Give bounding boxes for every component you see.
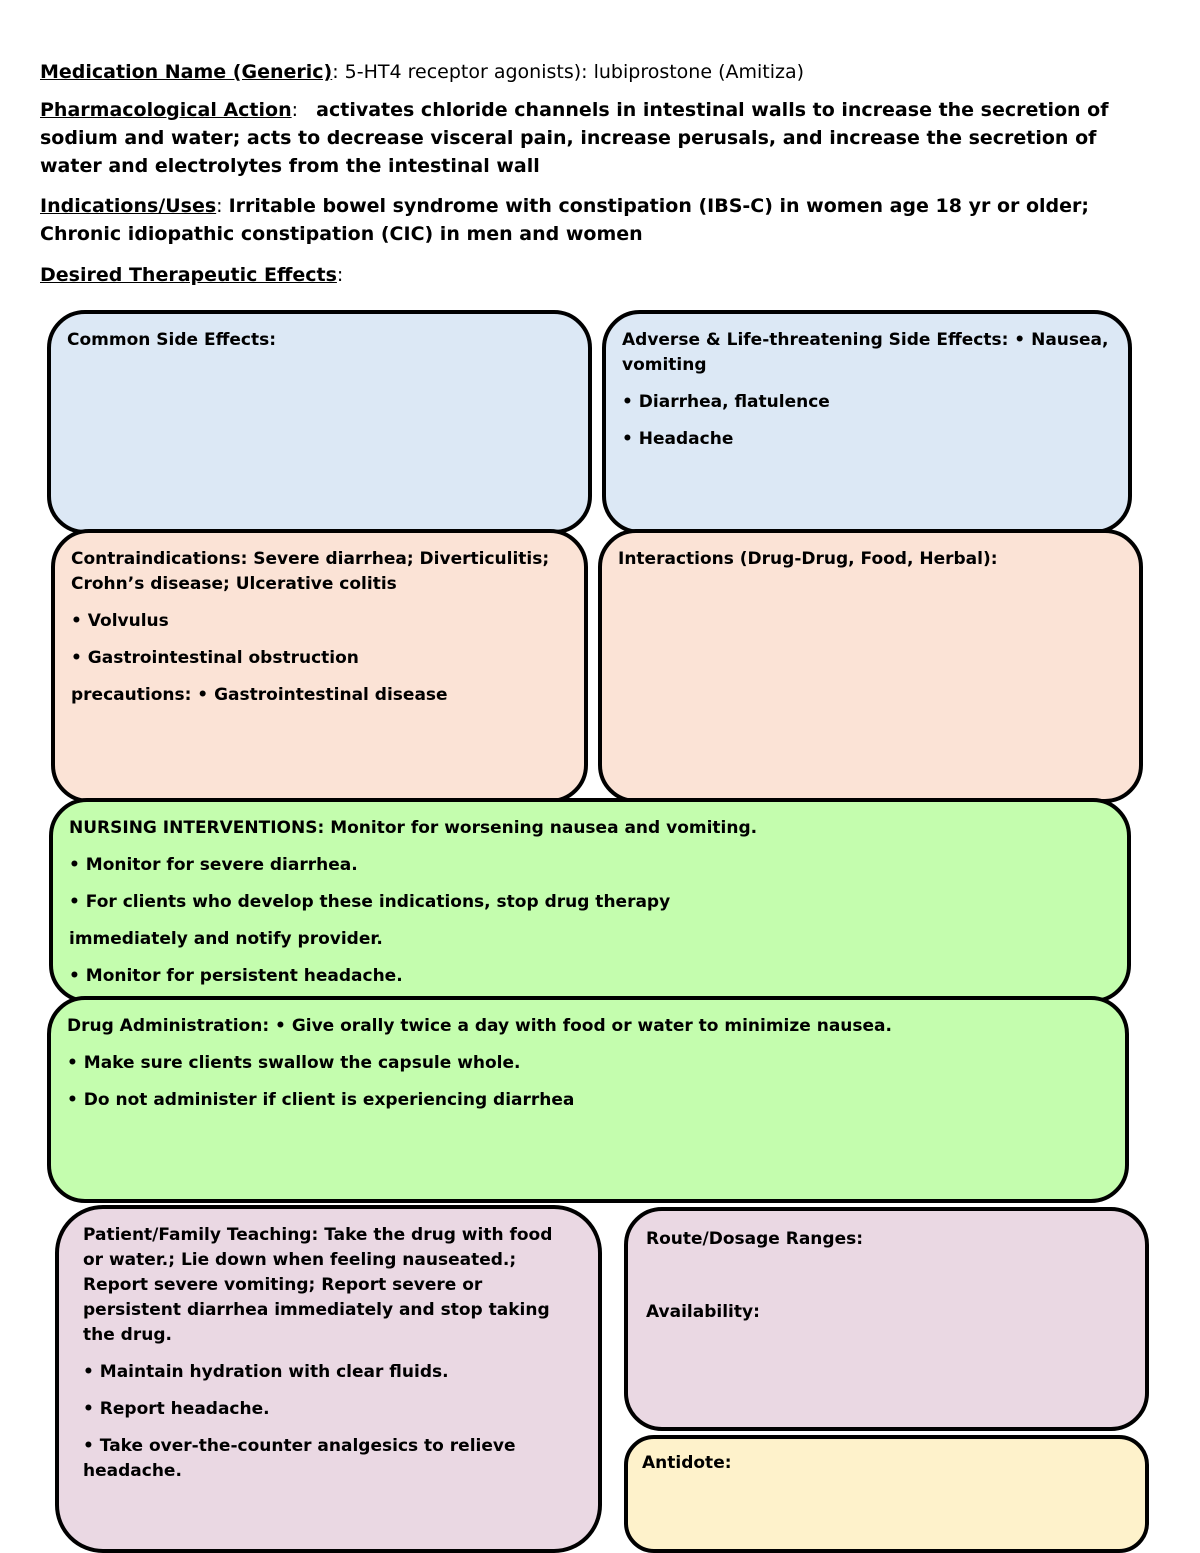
interactions-title: Interactions (Drug-Drug, Food, Herbal):: [618, 549, 998, 569]
interactions-box: [598, 529, 1143, 803]
patient-teaching-item: • Maintain hydration with clear fluids.: [83, 1362, 449, 1382]
drug-administration-box: [47, 996, 1129, 1203]
indications-value: Irritable bowel syndrome with constipation (IBS-C) in women age 18 yr or older; Chronic idiopathic constipation (CIC) in men and women: [40, 195, 1089, 245]
pharmacological-action-line: Pharmacological Action: activates chloride channels in intestinal walls to increase the secretion of sodium and water; acts to decrease visceral pain, increase perusals, and increase the secretion of water and electrolytes from the intestinal wall: [40, 99, 1109, 177]
desired-effects-line: Desired Therapeutic Effects:: [40, 264, 344, 286]
drug-administration-title: Drug Administration: • Give orally twice a day with food or water to minimize nausea.: [67, 1016, 892, 1036]
route-dosage-title: Route/Dosage Ranges:: [646, 1229, 864, 1249]
medication-name-label: Medication Name (Generic): [40, 61, 333, 83]
antidote-title: Antidote:: [642, 1453, 732, 1473]
nursing-interventions-title: NURSING INTERVENTIONS: Monitor for worsening nausea and vomiting.: [69, 818, 758, 838]
contraindications-title: Contraindications: Severe diarrhea; Diverticulitis; Crohn’s disease; Ulcerative colitis: [71, 549, 550, 594]
patient-teaching-box: [55, 1205, 602, 1553]
nursing-interventions-item: • Monitor for severe diarrhea.: [69, 855, 358, 875]
nursing-interventions-item: • Monitor for persistent headache.: [69, 966, 403, 986]
pharmacological-action-label: Pharmacological Action: [40, 99, 292, 121]
contraindications-item: • Volvulus: [71, 611, 169, 631]
antidote-box: [624, 1435, 1149, 1553]
adverse-effects-item: • Headache: [622, 429, 734, 449]
adverse-effects-box: [602, 310, 1132, 534]
patient-teaching-item: • Take over-the-counter analgesics to relieve headache.: [83, 1436, 516, 1481]
nursing-interventions-item: • For clients who develop these indications, stop drug therapy: [69, 892, 671, 912]
medication-name-line: Medication Name (Generic): 5-HT4 receptor agonists): lubiprostone (Amitiza): [40, 61, 805, 83]
drug-administration-item: • Do not administer if client is experiencing diarrhea: [67, 1090, 575, 1110]
adverse-effects-item: • Diarrhea, flatulence: [622, 392, 830, 412]
availability-label: Availability:: [646, 1302, 760, 1322]
indications-label: Indications/Uses: [40, 195, 217, 217]
indications-line: Indications/Uses: Irritable bowel syndrome with constipation (IBS-C) in women age 18 yr or older; Chronic idiopathic constipation (CIC) in men and women: [40, 195, 1089, 245]
nursing-interventions-item: immediately and notify provider.: [69, 929, 383, 949]
nursing-interventions-box: [49, 798, 1131, 1003]
contraindications-item: • Gastrointestinal obstruction: [71, 648, 359, 668]
desired-effects-label: Desired Therapeutic Effects: [40, 264, 337, 286]
contraindications-box: [51, 529, 588, 803]
patient-teaching-item: • Report headache.: [83, 1399, 270, 1419]
common-side-effects-box: [47, 310, 592, 534]
precautions-text: precautions: • Gastrointestinal disease: [71, 685, 448, 705]
common-side-effects-title: Common Side Effects:: [67, 330, 277, 350]
drug-administration-item: • Make sure clients swallow the capsule whole.: [67, 1053, 521, 1073]
adverse-effects-title: Adverse & Life-threatening Side Effects: • Nausea, vomiting: [622, 330, 1109, 375]
route-dosage-box: [624, 1207, 1149, 1431]
patient-teaching-title: Patient/Family Teaching: Take the drug with food or water.; Lie down when feeling nauseated.; Report severe vomiting; Report severe or persistent diarrhea immediately and stop taking the drug.: [83, 1225, 553, 1345]
medication-name-value: 5-HT4 receptor agonists): lubiprostone (Amitiza): [344, 61, 805, 83]
pharmacological-action-value: activates chloride channels in intestinal walls to increase the secretion of sodium and water; acts to decrease visceral pain, increase perusals, and increase the secretion of water and electrolytes from the intestinal wall: [40, 99, 1109, 177]
